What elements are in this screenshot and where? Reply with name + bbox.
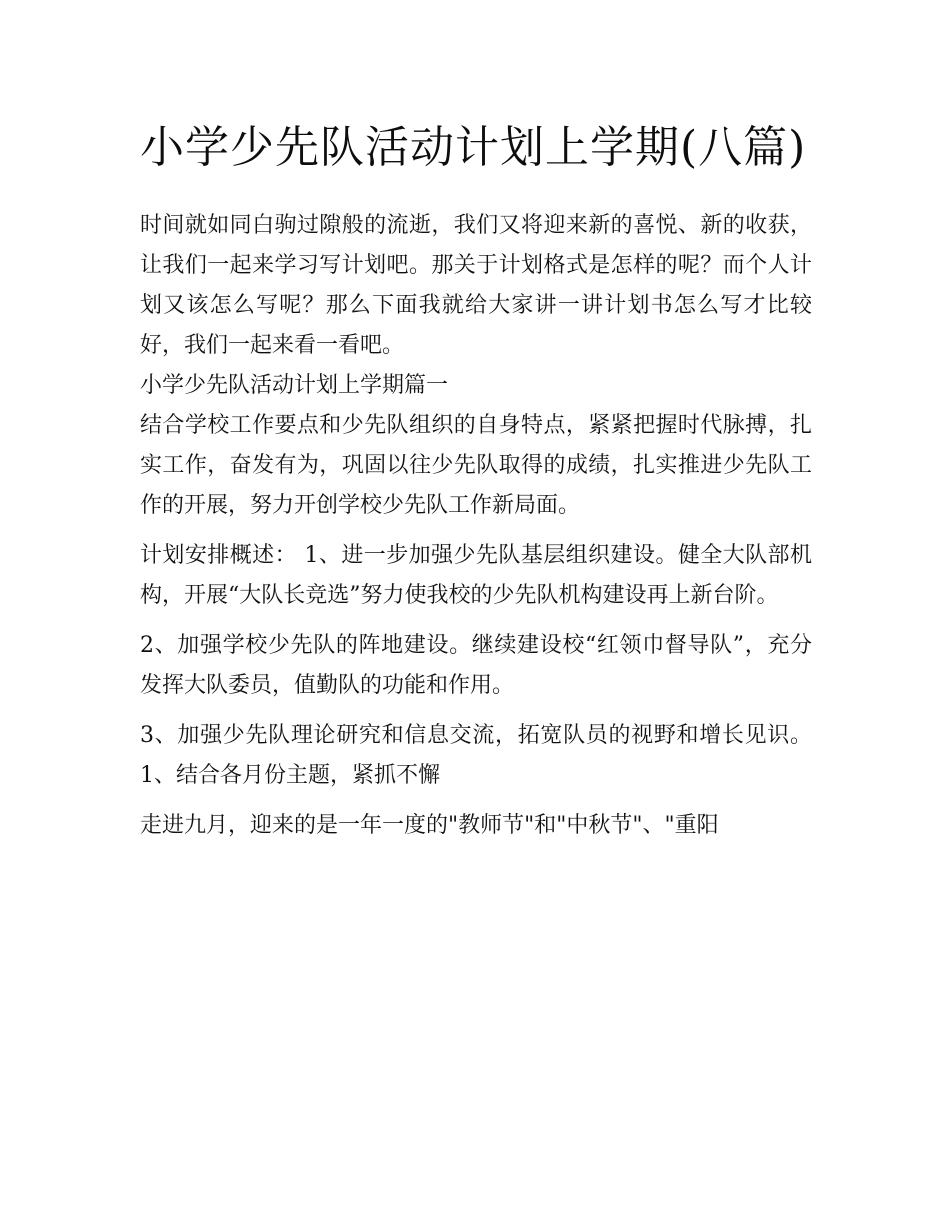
section-heading: 小学少先队活动计划上学期篇一 (140, 373, 449, 398)
document-title: 小学少先队活动计划上学期(八篇) (140, 122, 807, 173)
document-body (140, 206, 812, 846)
body-paragraph: 计划安排概述： 1、进一步加强少先队基层组织建设。健全大队部机构，开展“大队长竞选”努力使我校的少先队机构建设再上新台阶。 (140, 543, 812, 608)
body-paragraph: 结合学校工作要点和少先队组织的自身特点，紧紧把握时代脉搏，扎实工作，奋发有为，巩固以往少先队取得的成绩，扎实推进少先队工作的开展，努力开创学校少先队工作新局面。 (140, 413, 812, 518)
body-paragraph: 走进九月，迎来的是一年一度的"教师节"和"中秋节"、"重阳 (140, 813, 719, 838)
document-page (140, 112, 812, 846)
intro-paragraph: 时间就如同白驹过隙般的流逝，我们又将迎来新的喜悦、新的收获，让我们一起来学习写计划吧。那关于计划格式是怎样的呢？而个人计划又该怎么写呢？那么下面我就给大家讲一讲计划书怎么写才比较好，我们一起来看一看吧。 (140, 213, 812, 358)
body-paragraph: 3、加强少先队理论研究和信息交流，拓宽队员的视野和增长见识。 1、结合各月份主题，紧抓不懈 (140, 723, 812, 788)
body-paragraph: 2、加强学校少先队的阵地建设。继续建设校“红领巾督导队”，充分发挥大队委员，值勤队的功能和作用。 (140, 633, 812, 698)
